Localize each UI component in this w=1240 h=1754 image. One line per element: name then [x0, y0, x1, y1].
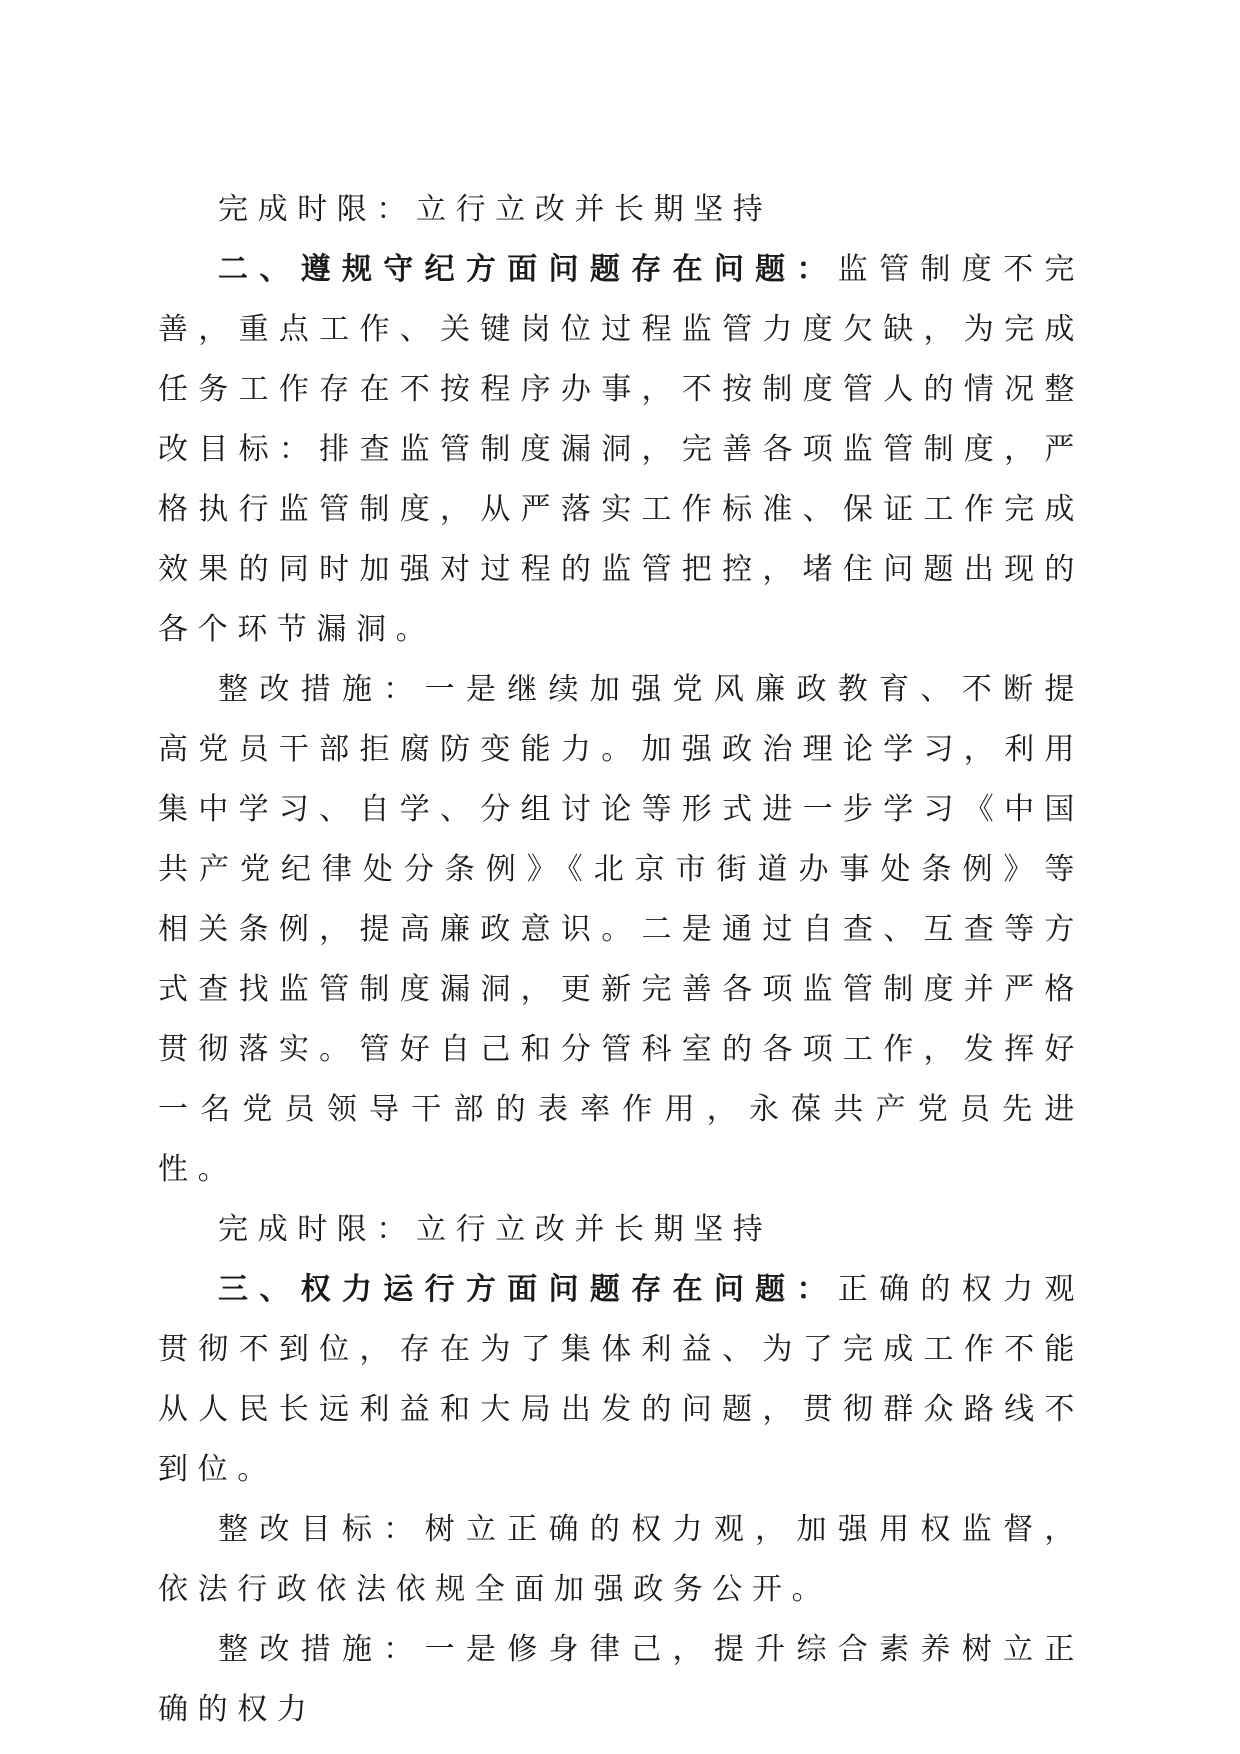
document-page: [158, 180, 1084, 1740]
power-operation-issue-paragraph: [158, 1260, 1084, 1500]
section-three-heading: 三、权力运行方面问题存在问题：: [218, 1272, 838, 1307]
discipline-issue-paragraph: [158, 240, 1084, 660]
power-operation-issue-text: 正确的权力观贯彻不到位，存在为了集体利益、为了完成工作不能从人民长远利益和大局出发的问题，贯彻群众路线不到位。: [158, 1272, 1084, 1487]
discipline-issue-text: 监管制度不完善，重点工作、关键岗位过程监管力度欠缺，为完成任务工作存在不按程序办事，不按制度管人的情况整改目标：排查监管制度漏洞，完善各项监管制度，严格执行监管制度，从严落实工作标准、保证工作完成效果的同时加强对过程的监管把控，堵住问题出现的各个环节漏洞。: [158, 252, 1084, 647]
section-two-heading: 二、遵规守纪方面问题存在问题：: [218, 252, 838, 287]
rectification-measures-paragraph: 整改措施：一是继续加强党风廉政教育、不断提高党员干部拒腐防变能力。加强政治理论学习，利用集中学习、自学、分组讨论等形式进一步学习《中国共产党纪律处分条例》《北京市街道办事处条例》等相关条例，提高廉政意识。二是通过自查、互查等方式查找监管制度漏洞，更新完善各项监管制度并严格贯彻落实。管好自己和分管科室的各项工作，发挥好一名党员领导干部的表率作用，永葆共产党员先进性。: [158, 672, 1084, 1187]
completion-deadline-paragraph-2: 完成时限：立行立改并长期坚持: [218, 1212, 773, 1247]
rectification-goal-paragraph: 整改目标：树立正确的权力观，加强用权监督，依法行政依法依规全面加强政务公开。: [158, 1512, 1084, 1607]
rectification-measures-paragraph-2: 整改措施：一是修身律己，提升综合素养树立正确的权力: [158, 1632, 1084, 1727]
completion-deadline-paragraph: 完成时限：立行立改并长期坚持: [218, 192, 773, 227]
